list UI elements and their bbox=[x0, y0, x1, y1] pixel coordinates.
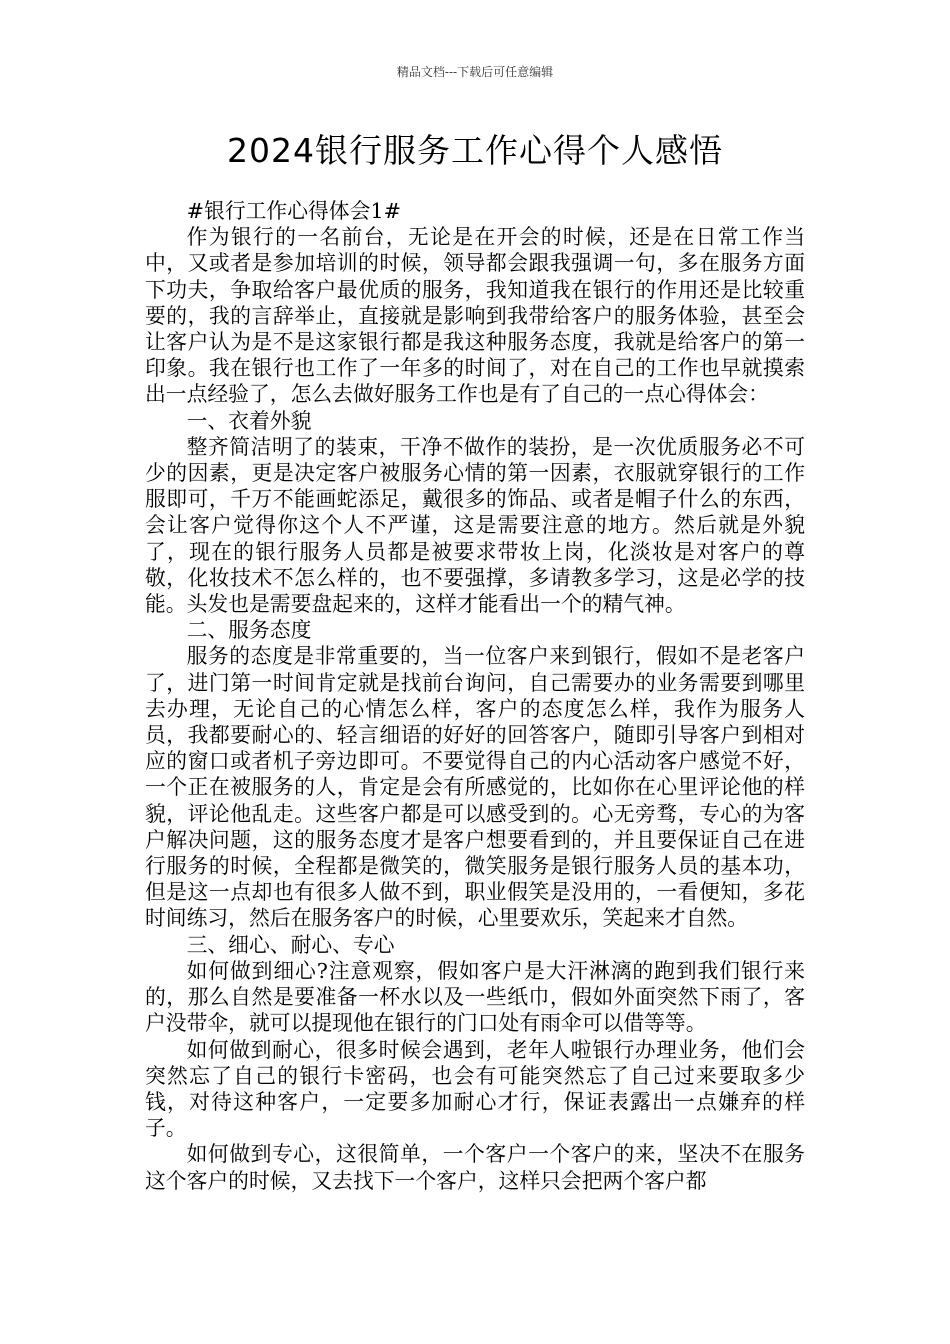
document-title: 2024银行服务工作心得个人感悟 bbox=[227, 131, 723, 170]
section-tag: #银行工作心得体会1# bbox=[186, 199, 402, 223]
section-heading: 二、服务态度 bbox=[186, 618, 312, 643]
document-body bbox=[145, 198, 805, 1194]
section-heading: 一、衣着外貌 bbox=[186, 408, 312, 433]
paragraph: 整齐简洁明了的装束，干净不做作的装扮，是一次优质服务必不可少的因素，更是决定客户被服务心情的第一因素，衣服就穿银行的工作服即可，千万不能画蛇添足，戴很多的饰品、或者是帽子什么的东西，会让客户觉得你这个人不严谨，这是需要注意的地方。然后就是外貌了，现在的银行服务人员都是被要求带妆上岗，化淡妆是对客户的尊敬，化妆技术不怎么样的，也不要强撑，多请教多学习，这是必学的技能。头发也是需要盘起来的，这样才能看出一个的精气神。 bbox=[145, 434, 805, 617]
page-header-note: 精品文档---下载后可任意编辑 bbox=[396, 65, 554, 79]
paragraph: 服务的态度是非常重要的，当一位客户来到银行，假如不是老客户了，进门第一时间肯定就是找前台询问，自己需要办的业务需要到哪里去办理，无论自己的心情怎么样，客户的态度怎么样，我作为服务人员，我都要耐心的、轻言细语的好好的回答客户，随即引导客户到相对应的窗口或者机子旁边即可。不要觉得自己的内心活动客户感觉不好，一个正在被服务的人，肯定是会有所感觉的，比如你在心里评论他的样貌，评论他乱走。这些客户都是可以感受到的。心无旁骛，专心的为客户解决问题，这的服务态度才是客户想要看到的，并且要保证自己在进行服务的时候，全程都是微笑的，微笑服务是银行服务人员的基本功，但是这一点却也有很多人做不到，职业假笑是没用的，一看便知，多花时间练习，然后在服务客户的时候，心里要欢乐，笑起来才自然。 bbox=[145, 644, 805, 931]
paragraph: 如何做到专心，这很简单，一个客户一个客户的来，坚决不在服务这个客户的时候，又去找下一个客户，这样只会把两个客户都 bbox=[145, 1142, 805, 1193]
section-heading: 三、细心、耐心、专心 bbox=[186, 932, 395, 957]
paragraph: 如何做到细心?注意观察，假如客户是大汗淋漓的跑到我们银行来的，那么自然是要准备一杯水以及一些纸巾，假如外面突然下雨了，客户没带伞，就可以提现他在银行的门口处有雨伞可以借等等。 bbox=[145, 958, 805, 1036]
paragraph: 作为银行的一名前台，无论是在开会的时候，还是在日常工作当中，又或者是参加培训的时候，领导都会跟我强调一句，多在服务方面下功夫，争取给客户最优质的服务，我知道我在银行的作用还是比较重要的，我的言辞举止，直接就是影响到我带给客户的服务体验，甚至会让客户认为是不是这家银行都是我这种服务态度，我就是给客户的第一印象。我在银行也工作了一年多的时间了，对在自己的工作也早就摸索出一点经验了，怎么去做好服务工作也是有了自己的一点心得体会： bbox=[145, 225, 805, 407]
paragraph: 如何做到耐心，很多时候会遇到，老年人啦银行办理业务，他们会突然忘了自己的银行卡密码，也会有可能突然忘了自己过来要取多少钱，对待这种客户，一定要多加耐心才行，保证表露出一点嫌弃的样子。 bbox=[145, 1037, 805, 1141]
